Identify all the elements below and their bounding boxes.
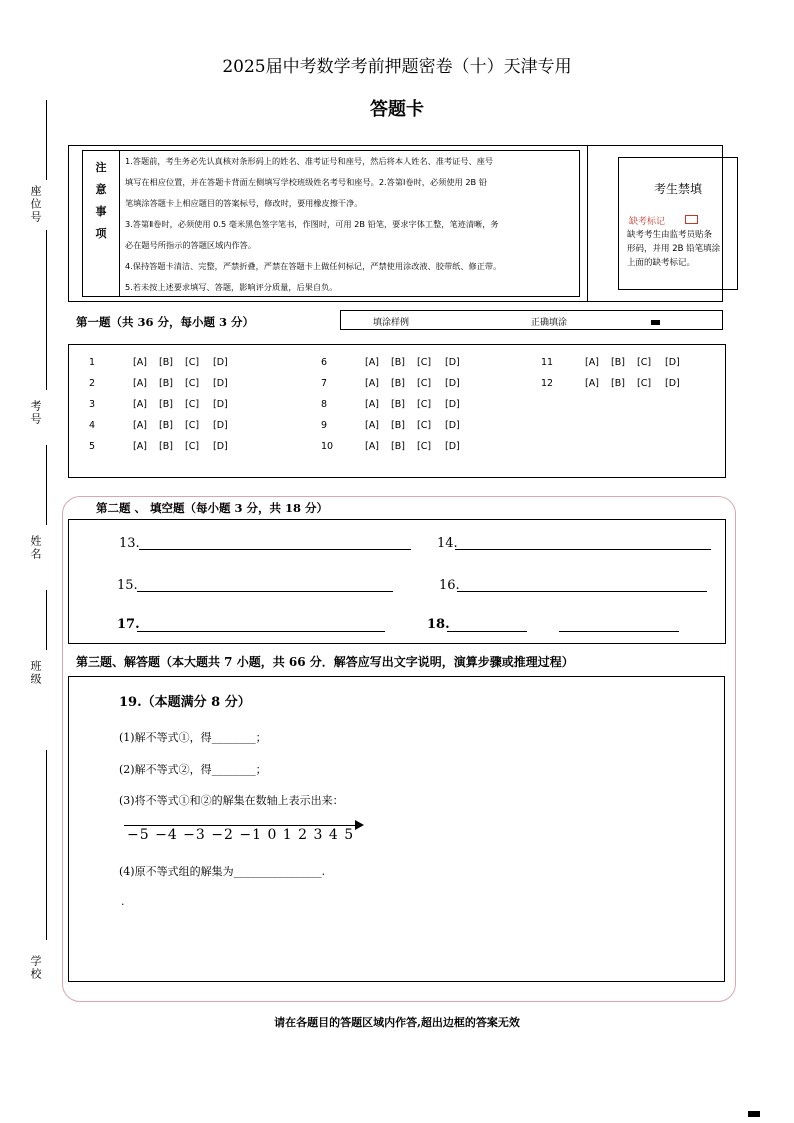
section2-title: 第二题 、 填空题（每小题 3 分，共 18 分） <box>96 501 329 515</box>
mc-question-number: 2 <box>89 378 96 389</box>
barcode-desc: 缺考考生由监考员贴条 形码，并用 2B 铅笔填涂 上面的缺考标记。 <box>627 230 721 268</box>
corner-mark-icon <box>748 1111 760 1117</box>
notice-label: 注 意 事 项 <box>95 161 107 240</box>
filled-mark-icon <box>651 320 660 325</box>
mc-option-bubble[interactable]: [D] <box>445 399 460 410</box>
mc-option-bubble[interactable]: [B] <box>391 378 405 389</box>
side-line <box>46 590 47 650</box>
missing-mark-label: 缺考标记 <box>629 217 666 227</box>
mc-option-bubble[interactable]: [A] <box>585 378 599 389</box>
mc-option-bubble[interactable]: [A] <box>365 420 379 431</box>
barcode-title: 考生禁填 <box>653 182 702 196</box>
q17-answer-line[interactable] <box>137 631 385 632</box>
q19-part3: (3)将不等式①和②的解集在数轴上表示出来： <box>119 794 344 807</box>
fill-in-box <box>68 519 726 644</box>
mc-option-bubble[interactable]: [B] <box>159 420 173 431</box>
mc-option-bubble[interactable]: [C] <box>185 399 200 410</box>
mc-option-bubble[interactable]: [B] <box>611 378 625 389</box>
side-label-class: 班级 <box>29 660 42 686</box>
side-line <box>46 100 47 180</box>
page-subtitle: 答题卡 <box>370 99 424 120</box>
q13-answer-line[interactable] <box>139 549 411 550</box>
mc-option-bubble[interactable]: [B] <box>391 399 405 410</box>
side-label-seat: 座位号 <box>29 185 42 224</box>
mc-option-bubble[interactable]: [C] <box>417 357 432 368</box>
side-label-name: 姓名 <box>29 535 42 561</box>
arrow-right-icon <box>355 820 364 830</box>
q19-part4: (4)原不等式组的解集为________________. <box>119 865 326 878</box>
mc-option-bubble[interactable]: [C] <box>637 378 652 389</box>
q18-label: 18. <box>427 617 450 632</box>
mc-option-bubble[interactable]: [D] <box>445 420 460 431</box>
side-label-school: 学校 <box>29 955 42 981</box>
mc-option-bubble[interactable]: [B] <box>159 357 173 368</box>
mc-option-bubble[interactable]: [A] <box>365 378 379 389</box>
mc-question-number: 8 <box>321 399 328 410</box>
mc-option-bubble[interactable]: [A] <box>133 399 147 410</box>
notice-box <box>82 150 580 297</box>
mc-option-bubble[interactable]: [A] <box>585 357 599 368</box>
number-line-axis <box>124 825 356 826</box>
mc-question-number: 9 <box>321 420 328 431</box>
q19-part2: (2)解不等式②，得________； <box>119 763 267 776</box>
mc-option-bubble[interactable]: [A] <box>365 357 379 368</box>
number-line-labels: −5 −4 −3 −2 −1 0 1 2 3 4 5 <box>127 827 355 843</box>
q14-answer-line[interactable] <box>455 549 711 550</box>
mc-option-bubble[interactable]: [C] <box>185 441 200 452</box>
mc-box <box>68 344 726 478</box>
mc-option-bubble[interactable]: [D] <box>213 357 228 368</box>
mc-option-bubble[interactable]: [B] <box>159 441 173 452</box>
mc-option-bubble[interactable]: [C] <box>417 378 432 389</box>
section1-title: 第一题（共 36 分，每小题 3 分） <box>76 315 255 329</box>
mc-question-number: 7 <box>321 378 328 389</box>
notice-text: 1.答题前，考生务必先认真核对条形码上的姓名、准考证号和座号，然后将本人姓名、准考证号、座号 填写在相应位置，并在答题卡背面左侧填写学校班级姓名考号和座号。2.答第Ⅰ卷时，必须使用 2B 铅 笔填涂答题卡上相应题目的答案标号，修改时，要用橡皮擦干净。 3.答第Ⅱ卷时，必须使用 0.5 毫米黑色签字笔书，作图时，可用 2B 铅笔，要求字体工整，笔迹清晰，务 必在题号所指示的答题区域内作答。 4.保持答题卡清洁、完整，严禁折叠，严禁在答题卡上做任何标记，严禁使用涂改液、胶带纸、修正带。 5.若未按上述要求填写、答题，影响评分质量，后果自负。 <box>125 156 502 292</box>
q17-label: 17. <box>117 617 140 632</box>
mc-option-bubble[interactable]: [D] <box>445 378 460 389</box>
mc-question-number: 5 <box>89 441 96 452</box>
q19-part1: (1)解不等式①，得________； <box>119 731 267 744</box>
mc-question-number: 6 <box>321 357 328 368</box>
mc-option-bubble[interactable]: [C] <box>417 441 432 452</box>
mc-option-bubble[interactable]: [A] <box>365 399 379 410</box>
q16-label: 16. <box>439 578 460 593</box>
mc-option-bubble[interactable]: [A] <box>133 378 147 389</box>
mc-option-bubble[interactable]: [B] <box>159 378 173 389</box>
mc-option-bubble[interactable]: [D] <box>213 420 228 431</box>
mc-option-bubble[interactable]: [D] <box>213 378 228 389</box>
correct-fill-label: 正确填涂 <box>531 318 568 328</box>
mc-option-bubble[interactable]: [B] <box>391 420 405 431</box>
mc-option-bubble[interactable]: [C] <box>185 420 200 431</box>
mc-option-bubble[interactable]: [A] <box>133 420 147 431</box>
mc-option-bubble[interactable]: [C] <box>417 420 432 431</box>
mc-option-bubble[interactable]: [C] <box>637 357 652 368</box>
fill-example-box <box>340 310 723 330</box>
side-line <box>46 445 47 525</box>
q18-answer-line-1[interactable] <box>447 631 527 632</box>
mc-question-number: 3 <box>89 399 96 410</box>
fill-example-label: 填涂样例 <box>373 318 410 328</box>
q15-label: 15. <box>117 578 138 593</box>
mc-option-bubble[interactable]: [D] <box>665 378 680 389</box>
q14-label: 14. <box>437 536 458 551</box>
mc-option-bubble[interactable]: [B] <box>611 357 625 368</box>
mc-option-bubble[interactable]: [C] <box>185 357 200 368</box>
q19-box <box>68 676 725 982</box>
mc-option-bubble[interactable]: [C] <box>185 378 200 389</box>
mc-question-number: 10 <box>321 441 334 452</box>
mc-option-bubble[interactable]: [A] <box>365 441 379 452</box>
side-line <box>46 230 47 390</box>
missing-mark-checkbox[interactable] <box>685 215 698 224</box>
mc-option-bubble[interactable]: [A] <box>133 441 147 452</box>
barcode-box <box>618 157 738 290</box>
stray-dot: . <box>121 895 125 908</box>
mc-option-bubble[interactable]: [D] <box>665 357 680 368</box>
mc-option-bubble[interactable]: [A] <box>133 357 147 368</box>
mc-option-bubble[interactable]: [B] <box>391 357 405 368</box>
section3-title: 第三题、解答题（本大题共 7 小题，共 66 分．解答应写出文字说明，演算步骤或推理过程） <box>76 655 574 669</box>
mc-option-bubble[interactable]: [B] <box>391 441 405 452</box>
q13-label: 13. <box>119 536 140 551</box>
q16-answer-line[interactable] <box>457 591 707 592</box>
mc-option-bubble[interactable]: [D] <box>445 441 460 452</box>
mc-option-bubble[interactable]: [D] <box>445 357 460 368</box>
q19-title: 19.（本题满分 8 分） <box>119 695 251 710</box>
side-label-exam-number: 考号 <box>29 400 42 426</box>
mc-question-number: 11 <box>541 357 554 368</box>
mc-option-bubble[interactable]: [C] <box>417 399 432 410</box>
mc-option-bubble[interactable]: [D] <box>213 399 228 410</box>
mc-option-bubble[interactable]: [D] <box>213 441 228 452</box>
mc-question-number: 1 <box>89 357 96 368</box>
mc-question-number: 4 <box>89 420 96 431</box>
mc-question-number: 12 <box>541 378 554 389</box>
side-line <box>46 750 47 940</box>
mc-option-bubble[interactable]: [B] <box>159 399 173 410</box>
q15-answer-line[interactable] <box>137 591 393 592</box>
q18-answer-line-2[interactable] <box>559 631 679 632</box>
page-title: 2025届中考数学考前押题密卷（十）天津专用 <box>222 57 572 77</box>
footer-note: 请在各题目的答题区域内作答,超出边框的答案无效 <box>274 1016 520 1029</box>
